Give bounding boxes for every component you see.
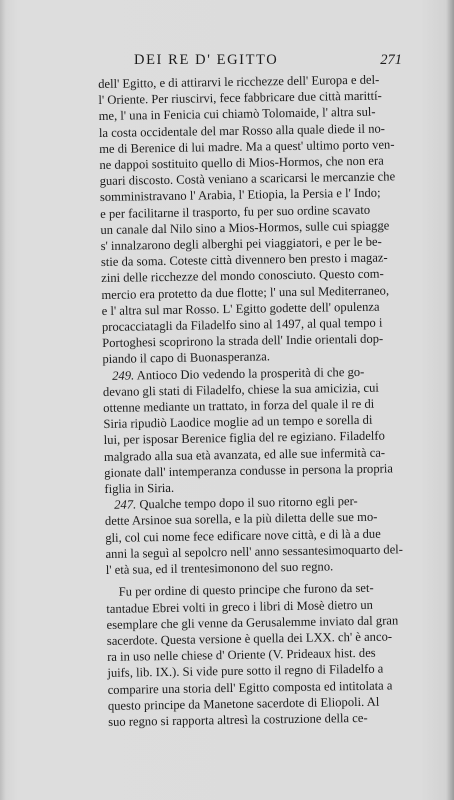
text-fragment: Qualche tempo dopo il suo ritorno egli per-: [136, 494, 358, 512]
text-line: procacciatagli da Filadelfo sino al 1497, al qual tempo i: [101, 315, 383, 335]
section-number: 247.: [114, 497, 137, 513]
text-line: gli, col cui nome fece edificare nove città, e di là a due: [105, 526, 381, 545]
section-number: 249.: [112, 368, 135, 383]
text-fragment: Fu per ordine di questo principe che furono da set-: [118, 581, 374, 600]
text-line: me di Berenice di lui madre. Ma a quest' ultimo porto ven-: [99, 137, 395, 156]
text-line: mercio era protetto da due flotte; l' una sul Mediterraneo,: [101, 283, 390, 302]
text-line: l' età sua, ed il trentesimonono del suo regno.: [105, 559, 334, 578]
text-line: comparire una storia dell' Egitto composta ed intitolata a: [107, 677, 393, 697]
text-line: malgrado alla sua età avanzata, ed alle sue infermità ca-: [103, 445, 386, 464]
text-line: un canale dal Nilo sino a Mios-Hormos, sulle cui spiagge: [100, 218, 390, 237]
text-line: lui, per isposar Berenice figlia del re egiziano. Filadelfo: [103, 429, 385, 448]
text-line: Portoghesi scoprirono la strada dell' Indie orientali dop-: [102, 331, 384, 351]
paragraph-1: [98, 72, 396, 368]
text-line: somministravano l' Arabia, l' Etiopia, la Persia e l' Indo;: [99, 185, 381, 205]
text-line: devano gli stati di Filadelfo, chiese la sua amicizia, cui: [102, 380, 379, 399]
body-text: [98, 72, 404, 730]
text-line: anni la seguì al sepolcro nell' anno sessantesimoquarto del-: [105, 542, 404, 561]
text-line: stie da soma. Coteste città divennero ben presto i magaz-: [100, 250, 388, 270]
text-line: figlia in Siria.: [104, 480, 175, 497]
running-head: DEI RE D' EGITTO: [134, 52, 279, 68]
text-line: questo principe da Manetone sacerdote di Eliopoli. Al: [107, 694, 380, 713]
text-line: e per facilitarne il trasporto, fu per suo ordine scavato: [100, 202, 371, 221]
text-line: zini delle ricchezze del mondo conosciuto. Questo com-: [101, 266, 384, 286]
text-line: guari discosto. Costà veniano a scaricarsi le mercanzie che: [99, 169, 396, 189]
text-line: ra in uso nelle chiese d' Oriente (V. Prideaux hist. des: [107, 645, 376, 665]
text-line: juifs, lib. IX.). Si vide pure sotto il regno di Filadelfo a: [107, 661, 384, 681]
page-number: 271: [380, 52, 402, 68]
text-line: dell' Egitto, e di attirarvi le ricchezze dell' Europa e del-: [98, 72, 380, 91]
text-line: piando il capo di Buonasperanza.: [102, 349, 271, 367]
text-line: la costa occidentale del mar Rosso alla quale diede il no-: [98, 121, 386, 140]
text-line: dette Arsinoe sua sorella, e la più diletta delle sue mo-: [104, 510, 378, 529]
text-line: me, l' una in Fenicia cui chiamò Tolomaide, l' altra sul-: [98, 105, 376, 124]
page-header: [90, 52, 402, 72]
text-line: Siria ripudiò Laodice moglie ad un tempo e sorella di: [103, 412, 373, 432]
paragraph-2: [102, 363, 393, 497]
text-line: e l' altra sul mar Rosso. L' Egitto godette dell' opulenza: [101, 299, 380, 318]
text-line: esemplare che gli venne da Gerusalemme inviato dal gran: [106, 613, 399, 632]
text-line: s' innalzarono degli alberghi pei viaggiatori, e per le be-: [100, 234, 382, 254]
paragraph-4: [106, 580, 399, 730]
text-line: sacerdote. Questa versione è quella dei LXX. ch' è anco-: [106, 629, 393, 648]
text-line: l' Oriente. Per riuscirvi, fece fabbricare due città marittí-: [98, 88, 382, 108]
paragraph-3: [104, 493, 404, 578]
text-line: ottenne mediante un trattato, in forza del quale il re di: [103, 396, 375, 416]
text-fragment: Antioco Dio vedendo la prosperità di che go-: [134, 364, 365, 383]
text-line: gionate dall' intemperanza condusse in persona la propria: [104, 461, 393, 480]
text-line: ne dappoi sostituito quello di Mios-Hormos, che non era: [99, 153, 384, 173]
text-line: tantadue Ebrei volti in greco i libri di Mosè dietro un: [106, 597, 373, 616]
text-line: suo regno si rapporta altresì la costruzione della ce-: [108, 710, 368, 729]
